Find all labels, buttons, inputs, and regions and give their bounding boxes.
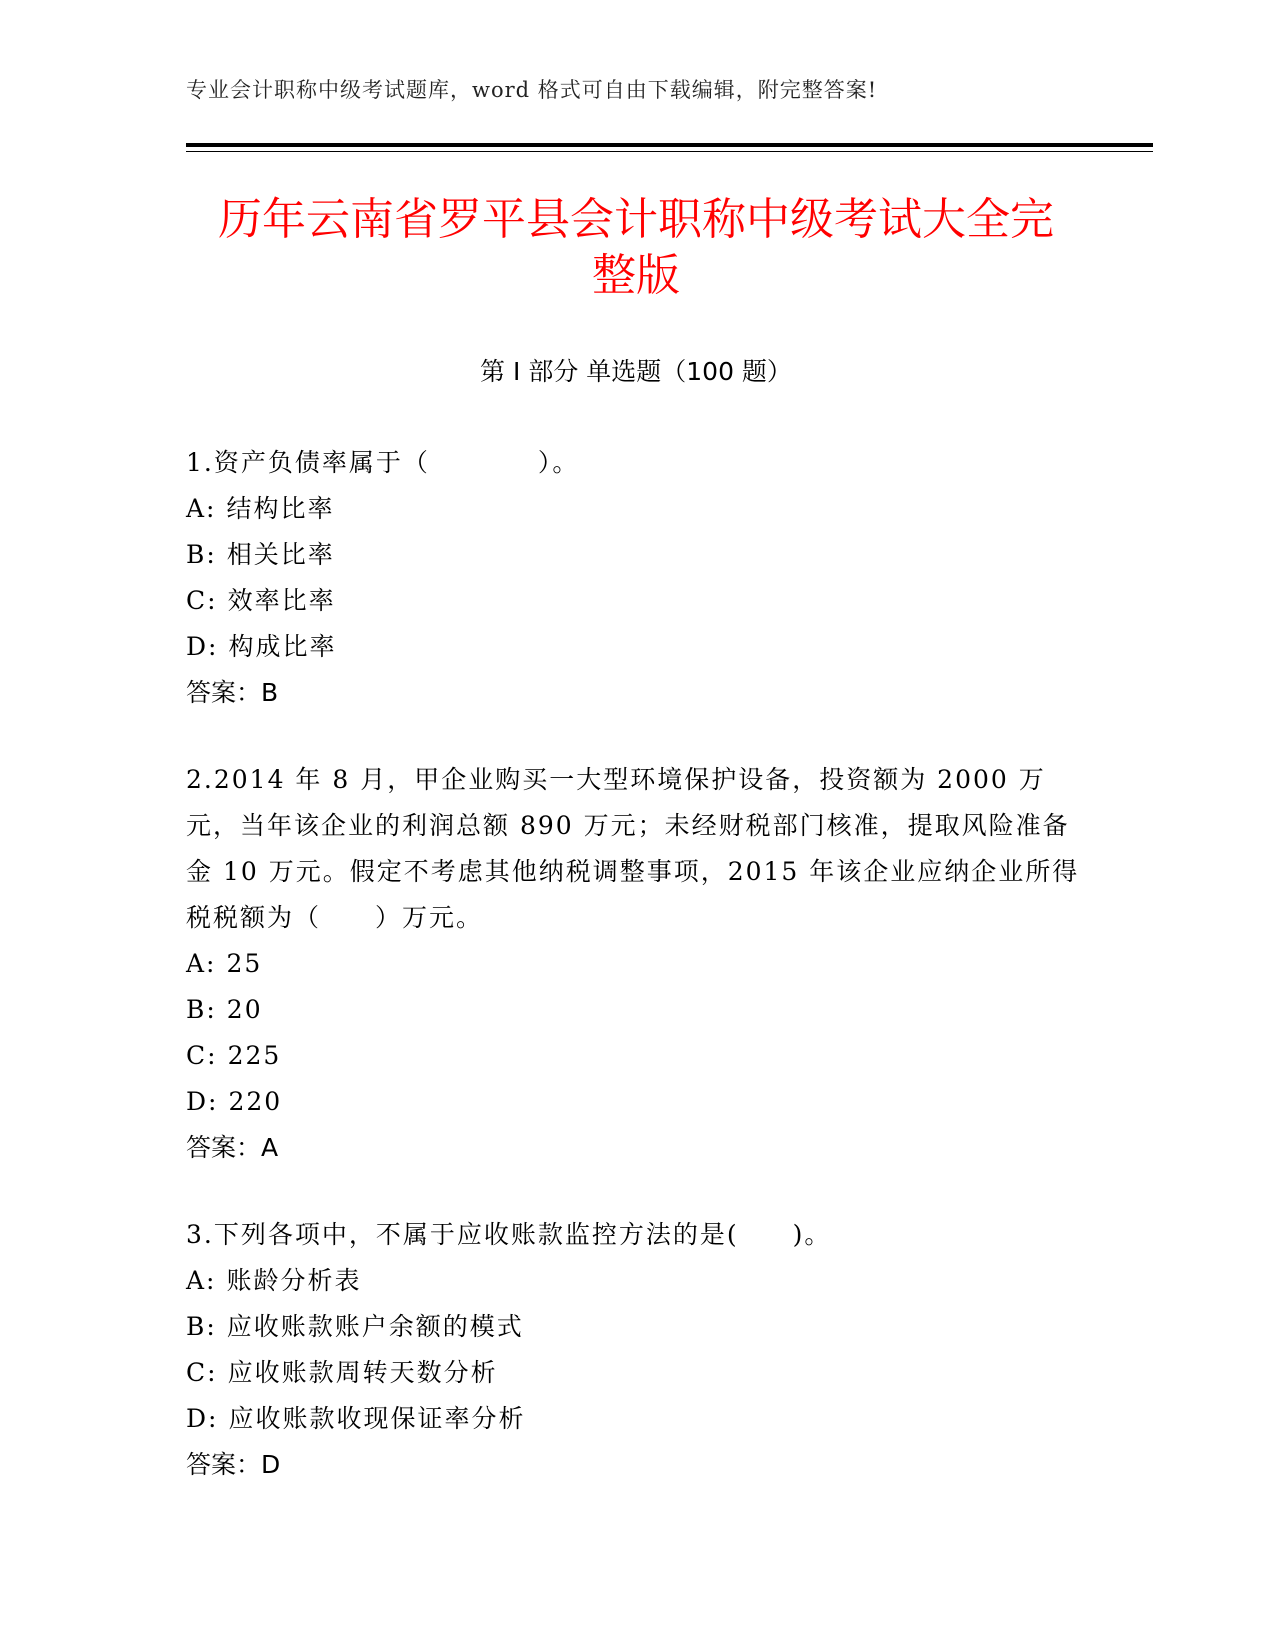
option-key: B: xyxy=(186,540,217,569)
option-key: D: xyxy=(186,1404,219,1433)
document-title xyxy=(186,192,1086,304)
option-text: 应收账款周转天数分析 xyxy=(227,1358,498,1387)
option-d xyxy=(186,624,1086,670)
option-text: 应收账款收现保证率分析 xyxy=(228,1404,526,1433)
question-1 xyxy=(186,440,1086,716)
option-b xyxy=(186,987,1086,1033)
option-b xyxy=(186,1304,1086,1350)
option-text: 结构比率 xyxy=(226,494,335,523)
question-3 xyxy=(186,1212,1086,1488)
option-key: C: xyxy=(186,1358,218,1387)
document-title-line-2: 整版 xyxy=(592,250,680,301)
option-text: 225 xyxy=(227,1041,282,1070)
option-key: A: xyxy=(186,1266,217,1295)
header-rule-thick xyxy=(186,143,1153,147)
option-key: B: xyxy=(186,1312,217,1341)
answer: 答案：B xyxy=(186,678,279,707)
option-key: D: xyxy=(186,1087,219,1116)
option-b xyxy=(186,532,1086,578)
option-text: 构成比率 xyxy=(228,632,337,661)
option-text: 25 xyxy=(226,949,263,978)
question-list xyxy=(186,440,1086,1529)
option-a xyxy=(186,1258,1086,1304)
option-text: 应收账款账户余额的模式 xyxy=(226,1312,524,1341)
question-stem: 2.2014 年 8 月，甲企业购买一大型环境保护设备，投资额为 2000 万元，当年该企业的利润总额 890 万元；未经财税部门核准，提取风险准备金 10 万元。假定不考虑其他纳税调整事项，2015 年该企业应纳企业所得税税额为（ ）万元。 xyxy=(186,765,1080,932)
question-stem: 1.资产负债率属于（ ）。 xyxy=(186,448,580,477)
option-text: 相关比率 xyxy=(226,540,335,569)
question-2 xyxy=(186,757,1086,1171)
header-note: 专业会计职称中级考试题库，word 格式可自由下载编辑，附完整答案! xyxy=(186,78,878,102)
header-rule-thin xyxy=(186,151,1153,152)
option-a xyxy=(186,486,1086,532)
option-text: 20 xyxy=(226,995,263,1024)
option-key: A: xyxy=(186,494,217,523)
option-d xyxy=(186,1396,1086,1442)
option-c xyxy=(186,1033,1086,1079)
option-key: C: xyxy=(186,586,218,615)
document-title-line-1: 历年云南省罗平县会计职称中级考试大全完 xyxy=(218,194,1054,245)
option-key: A: xyxy=(186,949,217,978)
answer: 答案：D xyxy=(186,1450,281,1479)
option-text: 220 xyxy=(228,1087,283,1116)
option-d xyxy=(186,1079,1086,1125)
option-c xyxy=(186,1350,1086,1396)
option-text: 效率比率 xyxy=(227,586,336,615)
option-key: D: xyxy=(186,632,219,661)
option-c xyxy=(186,578,1086,624)
question-stem: 3.下列各项中，不属于应收账款监控方法的是( )。 xyxy=(186,1220,832,1249)
option-key: B: xyxy=(186,995,217,1024)
answer: 答案：A xyxy=(186,1133,279,1162)
section-heading: 第 I 部分 单选题（100 题） xyxy=(480,357,792,386)
option-text: 账龄分析表 xyxy=(226,1266,362,1295)
option-a xyxy=(186,941,1086,987)
option-key: C: xyxy=(186,1041,218,1070)
